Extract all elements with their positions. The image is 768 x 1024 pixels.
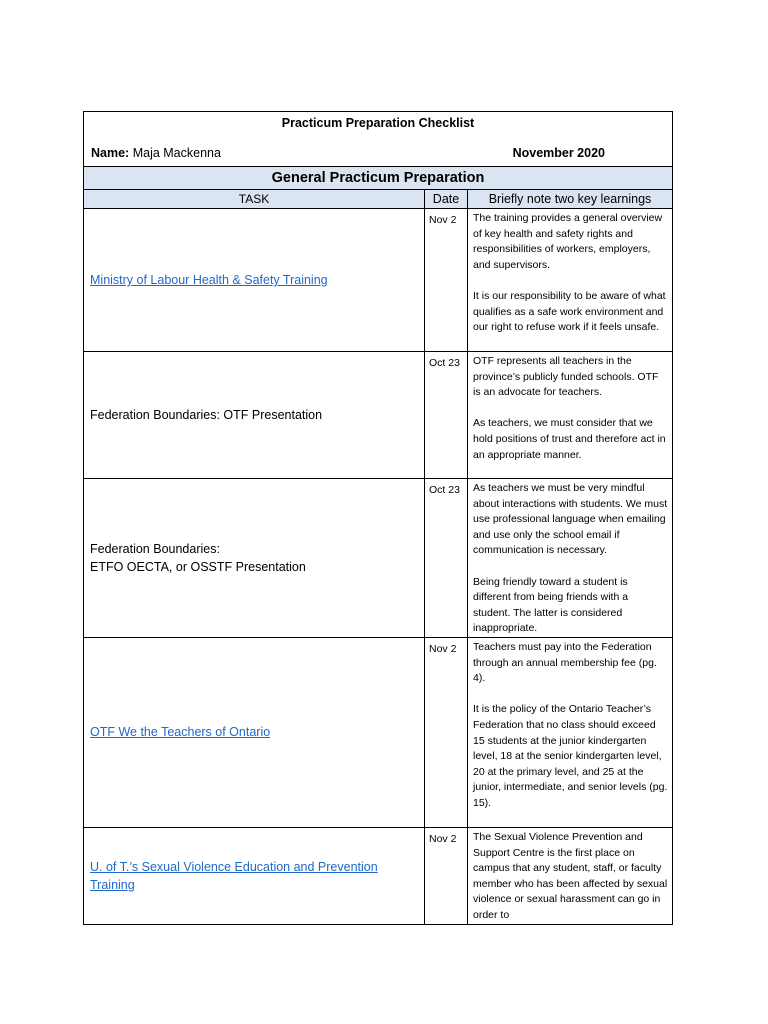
column-header-row	[84, 190, 673, 209]
note-paragraph: As teachers, we must consider that we hold positions of trust and therefore act in an appropriate manner.	[473, 417, 666, 461]
document-date: November 2020	[512, 146, 605, 160]
document-header	[84, 112, 673, 167]
section-title: General Practicum Preparation	[84, 167, 673, 190]
table-row	[84, 209, 673, 352]
student-name	[91, 146, 221, 160]
task-cell	[84, 352, 425, 479]
column-header-date: Date	[425, 190, 468, 209]
task-label: Federation Boundaries:	[90, 541, 220, 556]
task-label-line2: ETFO OECTA, or OSSTF Presentation	[90, 559, 306, 574]
notes-cell	[468, 479, 673, 638]
column-header-task: TASK	[84, 190, 425, 209]
note-paragraph: It is our responsibility to be aware of what qualifies as a safe work environment and our right to refuse work if it feels unsafe.	[473, 289, 666, 334]
document-title: Practicum Preparation Checklist	[281, 116, 475, 130]
task-label: Federation Boundaries: OTF Presentation	[90, 408, 323, 422]
table-row	[84, 827, 673, 924]
task-link[interactable]: OTF We the Teachers of Ontario	[90, 725, 271, 740]
task-link[interactable]: Ministry of Labour Health & Safety Training	[90, 273, 328, 287]
notes-cell	[468, 352, 673, 479]
note-paragraph: The Sexual Violence Prevention and Support Centre is the first place on campus that any student, staff, or faculty member who has been affected by sexual violence or sexual harassment can go in order to	[473, 830, 668, 921]
name-label: Name:	[91, 146, 130, 160]
date-cell: Nov 2	[425, 209, 468, 352]
note-paragraph: OTF represents all teachers in the province’s publicly funded schools. OTF is an advocate for teachers.	[473, 355, 659, 399]
note-paragraph: The training provides a general overview of key health and safety rights and responsibilities of workers, employers, and supervisors.	[473, 212, 663, 271]
note-paragraph: It is the policy of the Ontario Teacher’s Federation that no class should exceed 15 students at the junior kindergarten level, 18 at the senior kindergarten level, 20 at the primary level, and 25 at the junior, intermediate, and senior levels (pg. 15).	[473, 703, 668, 809]
table-row	[84, 637, 673, 827]
date-cell: Nov 2	[425, 827, 468, 924]
notes-cell	[468, 827, 673, 924]
note-paragraph: Being friendly toward a student is different from being friends with a student. The latter is considered inappropriate.	[473, 575, 629, 635]
name-date-line	[84, 146, 672, 160]
task-cell	[84, 637, 425, 827]
column-header-notes: Briefly note two key learnings	[468, 190, 673, 209]
date-cell: Oct 23	[425, 479, 468, 638]
note-paragraph: Teachers must pay into the Federation through an annual membership fee (pg. 4).	[473, 640, 657, 685]
task-cell	[84, 479, 425, 638]
checklist-table	[83, 111, 673, 925]
notes-cell	[468, 209, 673, 352]
task-cell	[84, 827, 425, 924]
document-header-row	[84, 112, 673, 167]
table-row	[84, 479, 673, 638]
task-cell	[84, 209, 425, 352]
notes-cell	[468, 637, 673, 827]
table-row	[84, 352, 673, 479]
section-row	[84, 167, 673, 190]
date-cell: Nov 2	[425, 637, 468, 827]
date-cell: Oct 23	[425, 352, 468, 479]
note-paragraph: As teachers we must be very mindful about interactions with students. We must use professional language when emailing and use only the school email if communication is necessary.	[473, 482, 668, 557]
task-link[interactable]: U. of T.’s Sexual Violence Education and Prevention Training	[90, 859, 378, 892]
name-value: Maja Mackenna	[132, 146, 221, 160]
